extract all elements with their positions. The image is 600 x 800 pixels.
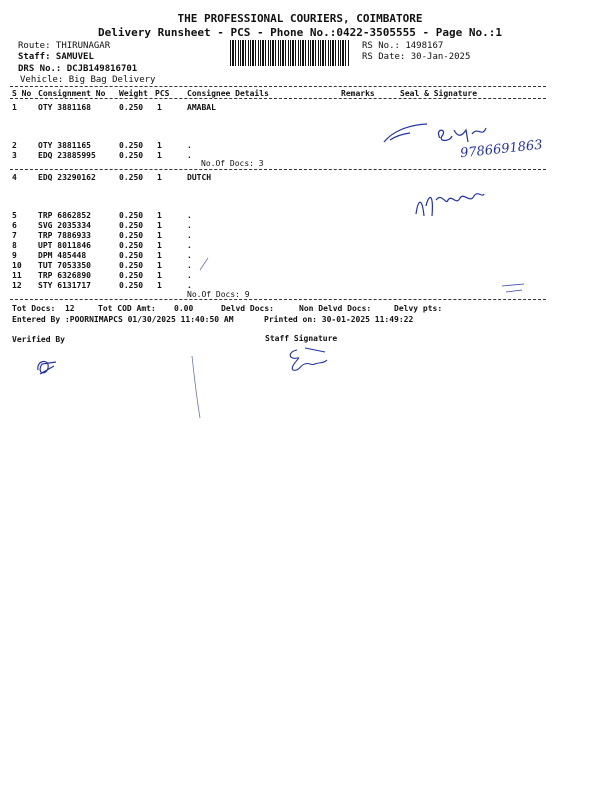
vehicle-label: Vehicle: Big Bag Delivery (20, 75, 156, 85)
row-consignment: OTY 3881168 (38, 103, 91, 112)
runsheet-subtitle: Delivery Runsheet - PCS - Phone No.:0422-3505555 - Page No.:1 (98, 26, 502, 39)
row-weight: 0.250 (119, 141, 144, 150)
row-pcs: 1 (157, 141, 162, 150)
company-title: THE PROFESSIONAL COURIERS, COIMBATORE (177, 12, 423, 25)
row-consignee: . (187, 211, 192, 220)
col-remarks: Remarks (341, 89, 375, 98)
row-consignee: . (187, 251, 192, 260)
group1-rule (10, 169, 546, 170)
rs-date: RS Date: 30-Jan-2025 (362, 52, 471, 62)
entered-by: Entered By :POORNIMAPCS 01/30/2025 11:40:50 AM (12, 315, 234, 324)
row-consignee: . (187, 261, 192, 270)
header-top-rule (10, 86, 546, 87)
row-pcs: 1 (157, 241, 162, 250)
col-weight: Weight (119, 89, 148, 98)
row-pcs: 1 (157, 231, 162, 240)
verified-by-label: Verified By (12, 335, 65, 344)
non-delivered-docs: Non Delvd Docs: (299, 304, 372, 313)
group1-doc-count: No.Of Docs: 3 (201, 159, 264, 168)
row-pcs: 1 (157, 173, 162, 182)
drs-number: DRS No.: DCJB149816701 (18, 64, 138, 74)
row-pcs: 1 (157, 151, 162, 160)
row-pcs: 1 (157, 103, 162, 112)
row-consignment: TRP 6862852 (38, 211, 91, 220)
row-sno: 1 (12, 103, 17, 112)
pen-mark-small (198, 256, 212, 272)
row-consignment: EDQ 23290162 (38, 173, 96, 182)
pen-mark (500, 278, 530, 298)
col-sno: S No (12, 89, 32, 98)
row-sno: 6 (12, 221, 17, 230)
row-sno: 12 (12, 281, 22, 290)
row-consignee: . (187, 271, 192, 280)
signature-group2 (412, 186, 492, 222)
row-consignment: TRP 6326890 (38, 271, 91, 280)
row-consignment: STY 6131717 (38, 281, 91, 290)
row-consignment: UPT 8011846 (38, 241, 91, 250)
row-weight: 0.250 (119, 261, 144, 270)
row-sno: 10 (12, 261, 22, 270)
handwritten-phone: 9786691863 (459, 137, 544, 162)
row-consignment: OTY 3881165 (38, 141, 91, 150)
row-consignee: . (187, 241, 192, 250)
row-consignee: . (187, 221, 192, 230)
row-consignment: TUT 7053350 (38, 261, 91, 270)
row-weight: 0.250 (119, 103, 144, 112)
staff-signature-label: Staff Signature (265, 334, 338, 343)
row-sno: 8 (12, 241, 17, 250)
row-pcs: 1 (157, 271, 162, 280)
row-consignee: . (187, 281, 192, 290)
row-sno: 11 (12, 271, 22, 280)
row-sno: 7 (12, 231, 17, 240)
row-weight: 0.250 (119, 281, 144, 290)
row-weight: 0.250 (119, 151, 144, 160)
staff-label: Staff: SAMUVEL (18, 52, 94, 62)
row-consignee: DUTCH (187, 173, 212, 182)
row-pcs: 1 (157, 211, 162, 220)
row-consignee: . (187, 141, 192, 150)
row-sno: 2 (12, 141, 17, 150)
row-weight: 0.250 (119, 221, 144, 230)
row-sno: 9 (12, 251, 17, 260)
header-bottom-rule (10, 98, 546, 99)
row-weight: 0.250 (119, 271, 144, 280)
printed-on: Printed on: 30-01-2025 11:49:22 (264, 315, 414, 324)
col-consignment: Consignment No (38, 89, 106, 98)
route-label: Route: THIRUNAGAR (18, 41, 111, 51)
row-consignment: EDQ 23885995 (38, 151, 96, 160)
col-seal-signature: Seal & Signature (400, 89, 478, 98)
row-weight: 0.250 (119, 173, 144, 182)
row-pcs: 1 (157, 251, 162, 260)
delivery-points: Delvy pts: (394, 304, 443, 313)
group2-doc-count: No.Of Docs: 9 (187, 290, 250, 299)
row-consignee: . (187, 231, 192, 240)
row-pcs: 1 (157, 261, 162, 270)
barcode (230, 40, 350, 66)
col-pcs: PCS (155, 89, 170, 98)
row-consignee: AMABAL (187, 103, 216, 112)
verified-by-signature (34, 352, 64, 378)
col-consignee: Consignee Details (187, 89, 269, 98)
row-pcs: 1 (157, 281, 162, 290)
staff-signature-mark (285, 344, 345, 374)
row-weight: 0.250 (119, 251, 144, 260)
row-weight: 0.250 (119, 231, 144, 240)
row-consignment: SVG 2035334 (38, 221, 91, 230)
row-sno: 5 (12, 211, 17, 220)
row-consignment: TRP 7886933 (38, 231, 91, 240)
row-consignment: DPM 485448 (38, 251, 87, 260)
total-cod-label: Tot COD Amt: (98, 304, 156, 313)
vertical-pen-line (190, 354, 206, 424)
delivered-docs: Delvd Docs: (221, 304, 274, 313)
row-weight: 0.250 (119, 241, 144, 250)
row-weight: 0.250 (119, 211, 144, 220)
row-sno: 3 (12, 151, 17, 160)
totals-rule (10, 299, 546, 300)
row-pcs: 1 (157, 221, 162, 230)
total-cod-value: 0.00 (174, 304, 194, 313)
total-docs: Tot Docs: 12 (12, 304, 75, 313)
row-consignee: . (187, 151, 192, 160)
row-sno: 4 (12, 173, 17, 182)
rs-number: RS No.: 1498167 (362, 41, 444, 51)
